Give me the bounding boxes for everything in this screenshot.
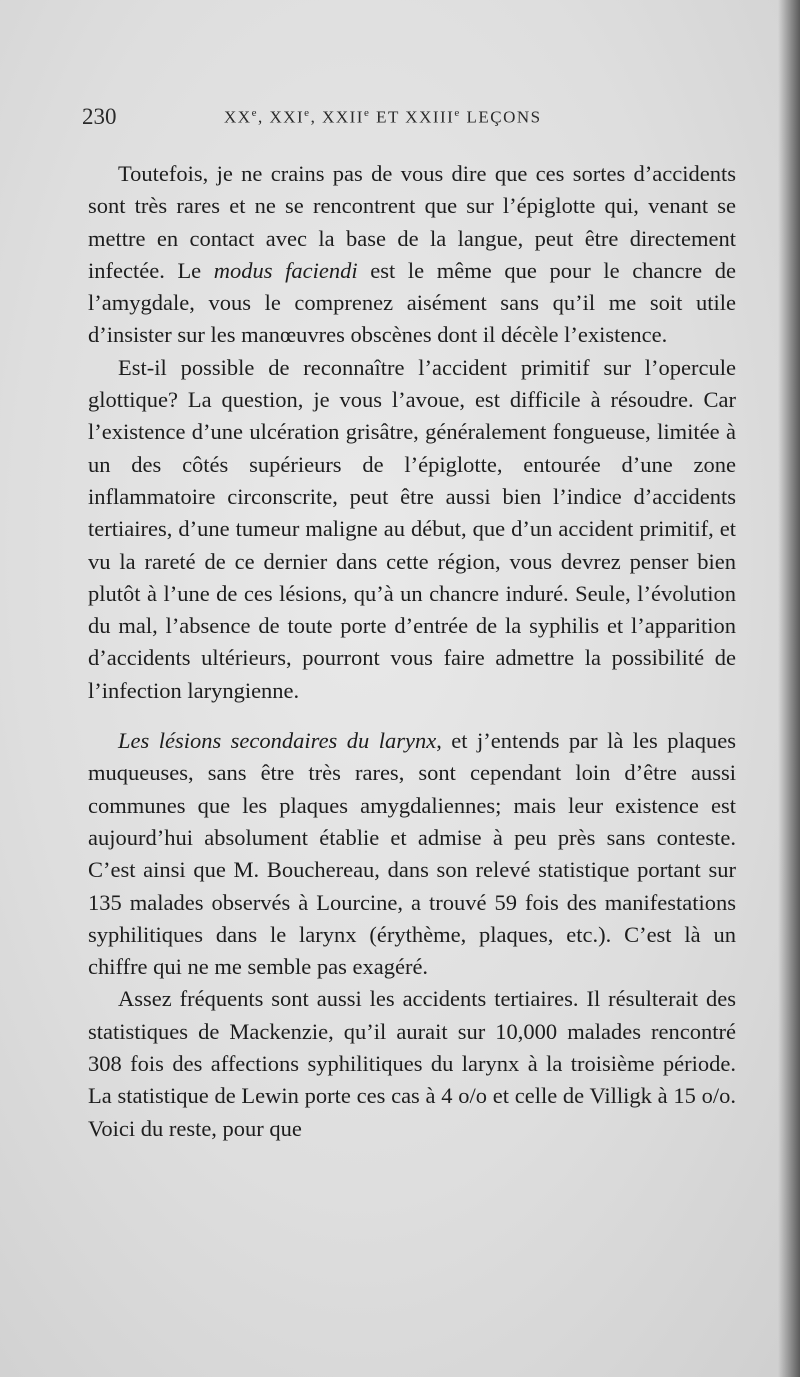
paragraph: Toutefois, je ne crains pas de vous dire que ces sortes d’accidents sont très rares et ne se rencontrent que sur l’épiglotte qui, venant se mettre en contact avec la base de la langue, peut être directement infectée. Le modus faciendi est le même que pour le chancre de l’amygdale, vous le comprenez aisément sans qu’il me soit utile d’insister sur les manœuvres obscènes dont il décèle l’existence. xyxy=(88,161,736,348)
page-number: 230 xyxy=(82,104,117,129)
running-head: XXe, XXIe, XXIIe ET XXIIIe LEÇONS xyxy=(224,107,542,127)
page-header xyxy=(82,104,742,134)
paragraph: Est-il possible de reconnaître l’accident primitif sur l’opercule glottique? La question, je vous l’avoue, est difficile à résoudre. Car l’existence d’une ulcération grisâtre, généralement fongueuse, limitée à un des côtés supérieurs de l’épiglotte, entourée d’une zone inflammatoire circonscrite, peut être aussi bien l’indice d’accidents tertiaires, d’une tumeur maligne au début, que d’un accident primitif, et vu la rareté de ce dernier dans cette région, vous devrez penser bien plutôt à l’une de ces lésions, qu’à un chancre induré. Seule, l’évolution du mal, l’absence de toute porte d’entrée de la syphilis et l’apparition d’accidents ultérieurs, pourront vous faire admettre la possibilité de l’infection laryngienne. xyxy=(88,354,736,703)
paragraph: Les lésions secondaires du larynx, et j’entends par là les plaques muqueuses, sans être très rares, sont cependant loin d’être aussi communes que les plaques amygdaliennes; mais leur existence est aujourd’hui absolument établie et admise à peu près sans conteste. C’est ainsi que M. Bouchereau, dans son relevé statistique portant sur 135 malades observés à Lourcine, a trouvé 59 fois des manifestations syphilitiques dans le larynx (érythème, plaques, etc.). C’est là un chiffre qui ne me semble pas exagéré. xyxy=(88,728,736,980)
paragraph: Assez fréquents sont aussi les accidents tertiaires. Il résulterait des statistiques de Mackenzie, qu’il aurait sur 10,000 malades rencontré 308 fois des affections syphilitiques du larynx à la troisième période. La statistique de Lewin porte ces cas à 4 o/o et celle de Villigk à 15 o/o. Voici du reste, pour que xyxy=(88,986,736,1141)
body-text xyxy=(88,158,736,1145)
page-edge-shadow xyxy=(778,0,800,1377)
